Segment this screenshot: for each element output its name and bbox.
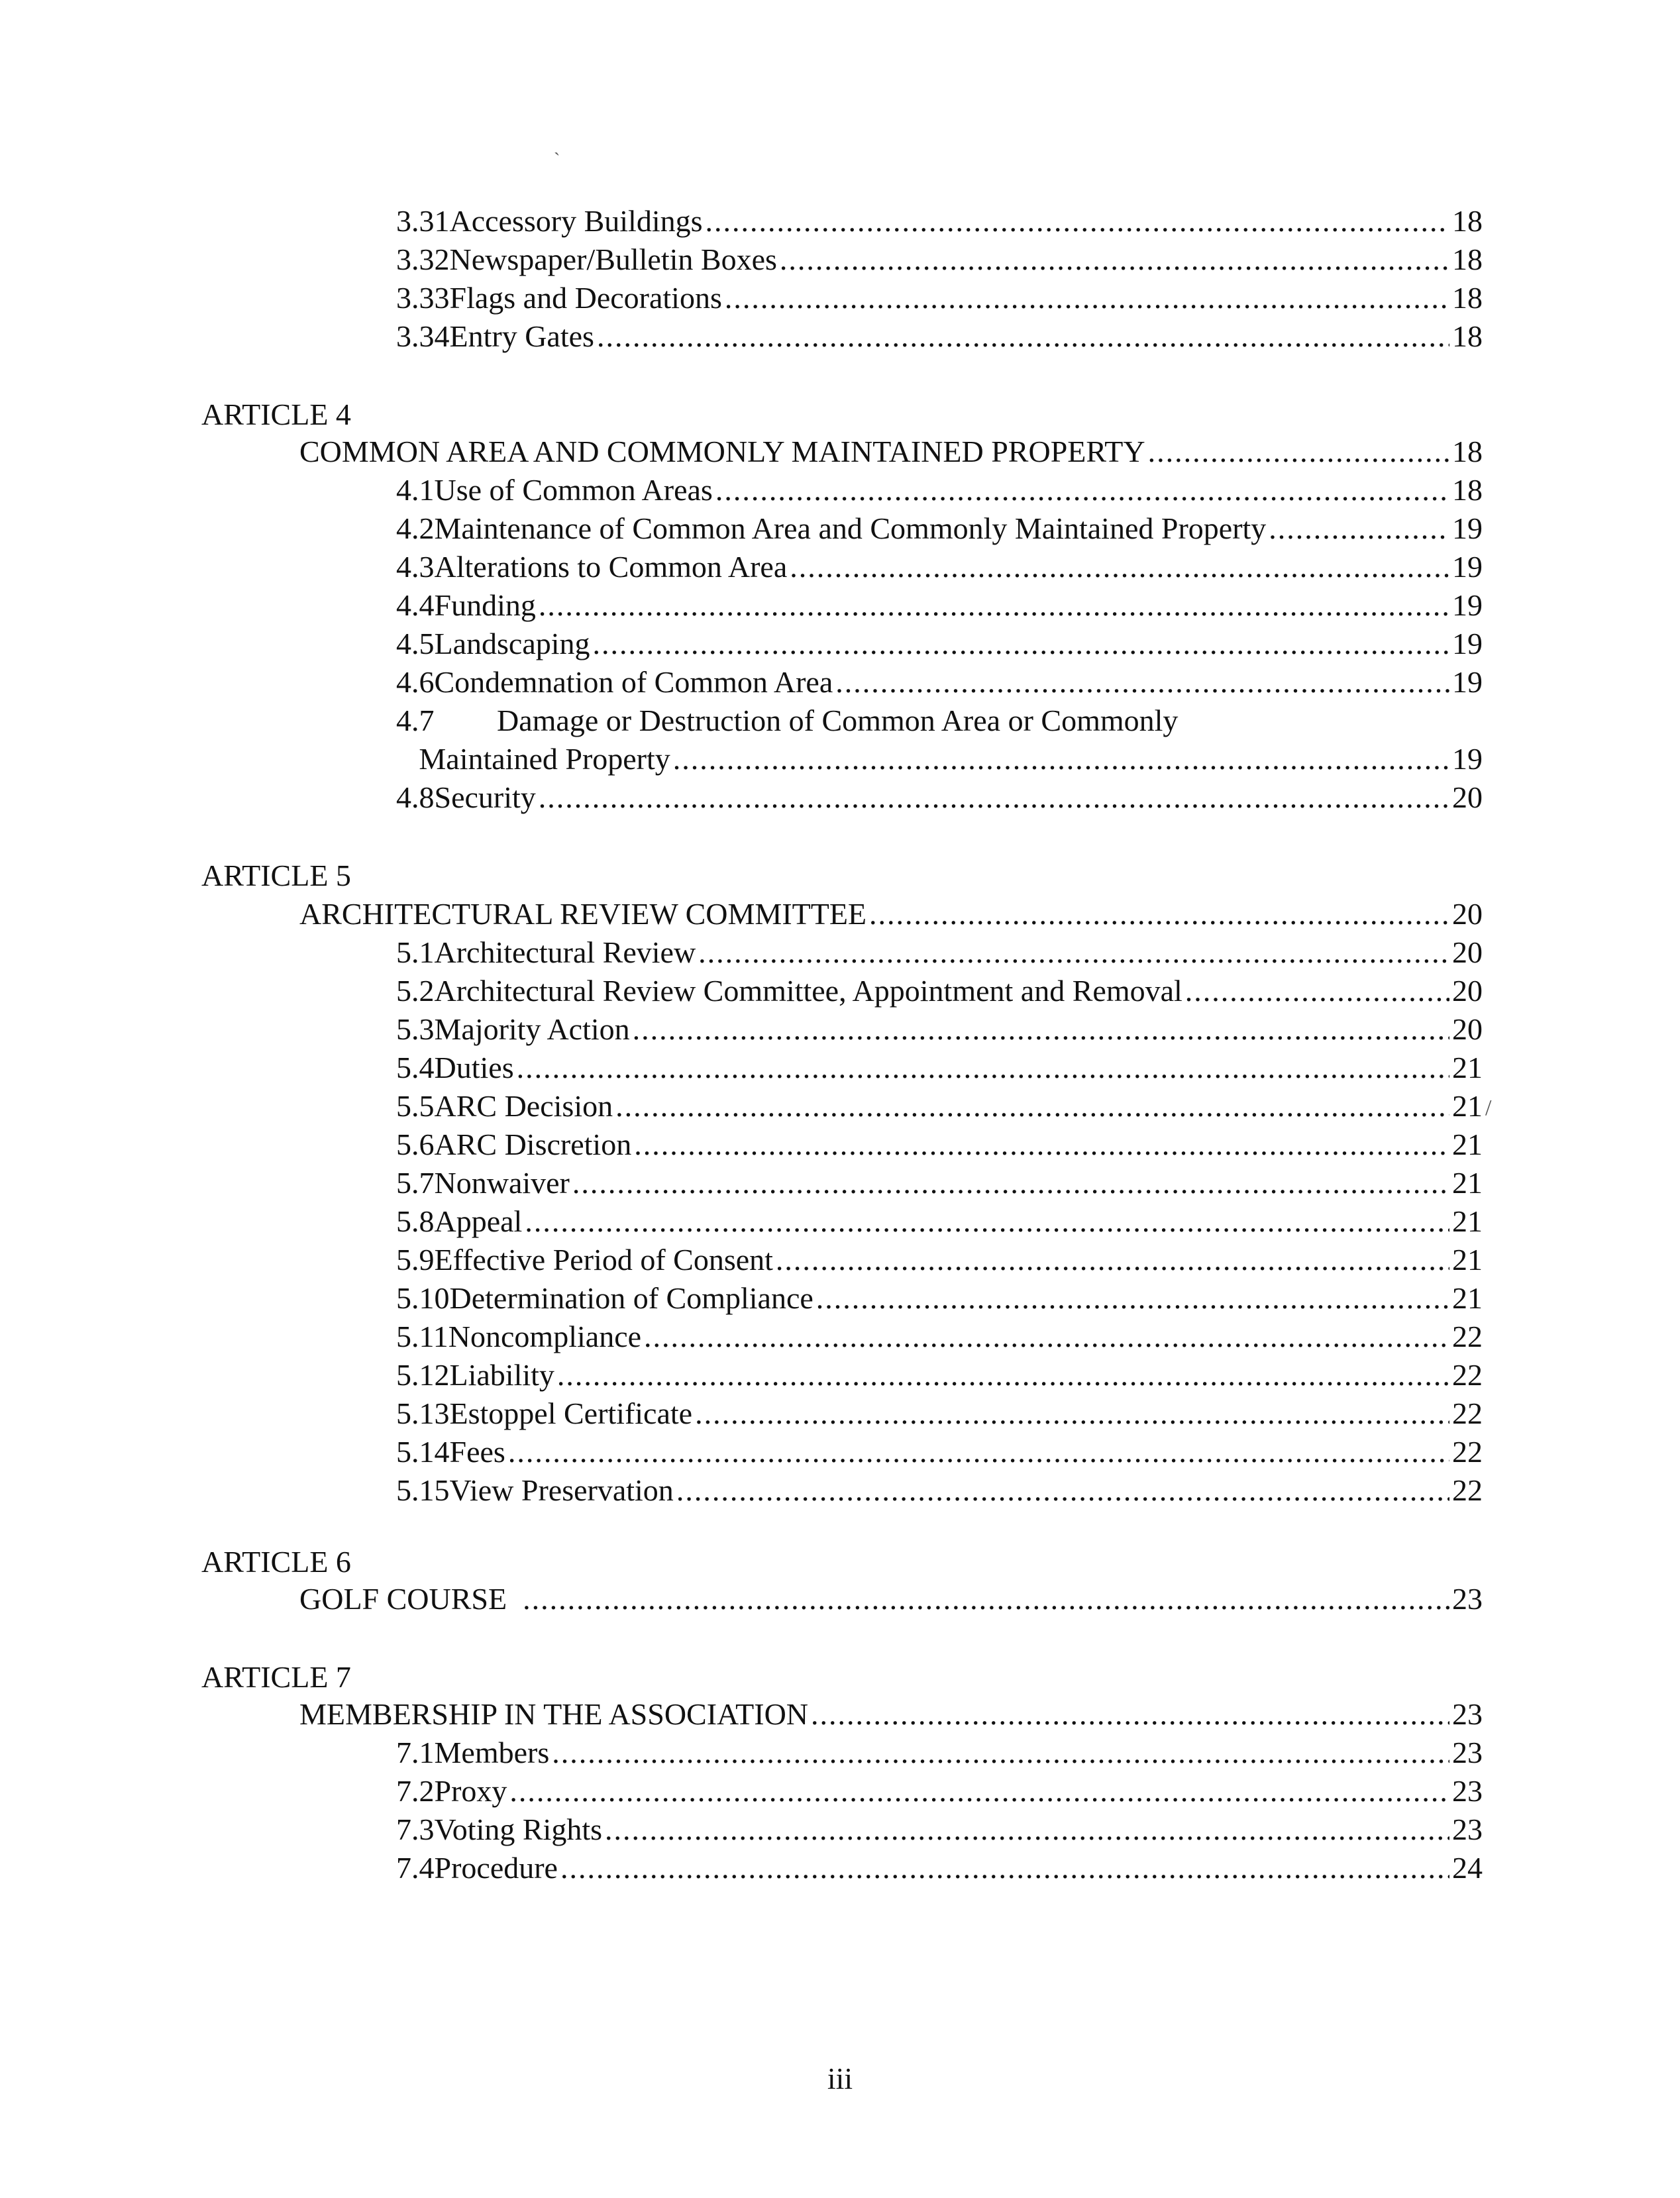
toc-entry-title: Nonwaiver xyxy=(434,1166,570,1200)
toc-entry xyxy=(396,549,1483,586)
toc-entry-number: 3.33 xyxy=(396,281,450,315)
dot-leader xyxy=(517,1049,1449,1086)
toc-entry-page: 19 xyxy=(1452,511,1483,545)
toc-entry-number: 4.5 xyxy=(396,627,435,660)
dot-leader xyxy=(508,1434,1449,1471)
article-heading-title: COMMON AREA AND COMMONLY MAINTAINED PROPERTY xyxy=(299,435,1145,468)
toc-entry-title: Duties xyxy=(434,1051,514,1084)
toc-entry xyxy=(396,1088,1483,1125)
toc-entry-number: 7.4 xyxy=(396,1851,435,1885)
toc-entry-title: Members xyxy=(434,1736,550,1769)
article-heading xyxy=(299,433,1483,470)
toc-entry-wrapped-second-line xyxy=(396,741,1483,778)
dot-leader xyxy=(676,1472,1449,1509)
toc-entry-title: Newspaper/Bulletin Boxes xyxy=(449,242,777,276)
toc-entry xyxy=(396,1318,1483,1355)
toc-entry-title: Maintenance of Common Area and Commonly Maintained Property xyxy=(434,511,1267,545)
dot-leader xyxy=(776,1241,1449,1279)
article-heading-page: 23 xyxy=(1452,1697,1483,1731)
toc-entry-title: Landscaping xyxy=(434,627,590,660)
toc-entry-page: 23 xyxy=(1452,1774,1483,1808)
toc-entry-page: 21 xyxy=(1452,1127,1483,1161)
toc-entry xyxy=(396,1734,1483,1771)
toc-entry xyxy=(396,1241,1483,1279)
toc-entry-number: 5.4 xyxy=(396,1051,435,1084)
dot-leader xyxy=(715,472,1449,509)
dot-leader xyxy=(539,779,1449,816)
dot-leader xyxy=(615,1088,1449,1125)
toc-entry-title: Accessory Buildings xyxy=(449,204,703,238)
dot-leader xyxy=(1269,510,1449,547)
toc-entry-title-line1: Damage or Destruction of Common Area or Commonly xyxy=(497,704,1179,737)
toc-entry-page: 21 xyxy=(1452,1051,1483,1084)
toc-entry xyxy=(396,510,1483,547)
toc-entry-number: 3.34 xyxy=(396,319,450,353)
toc-entry xyxy=(396,625,1483,662)
toc-entry-wrapped-first-line xyxy=(396,702,1483,739)
toc-entry-number: 5.8 xyxy=(396,1204,435,1238)
dot-leader xyxy=(634,1126,1449,1163)
toc-entry-number: 5.15 xyxy=(396,1473,450,1507)
toc-entry-title: Architectural Review Committee, Appointment and Removal xyxy=(434,974,1182,1008)
toc-entry-page: 20 xyxy=(1452,780,1483,814)
toc-entry-page: 23 xyxy=(1452,1736,1483,1769)
dot-leader xyxy=(572,1165,1449,1202)
toc-entry-page: 18 xyxy=(1452,281,1483,315)
dot-leader xyxy=(780,241,1449,278)
dot-leader xyxy=(605,1811,1449,1848)
article-label: ARTICLE 5 xyxy=(201,859,351,892)
dot-leader xyxy=(790,549,1449,586)
dot-leader xyxy=(525,1203,1449,1240)
toc-entry-page: 20 xyxy=(1452,974,1483,1008)
toc-entry xyxy=(396,1811,1483,1848)
toc-entry-title: ARC Discretion xyxy=(434,1127,632,1161)
toc-entry xyxy=(396,1049,1483,1086)
toc-entry-number: 5.2 xyxy=(396,974,435,1008)
toc-entry-title: View Preservation xyxy=(449,1473,674,1507)
toc-entry xyxy=(396,972,1483,1010)
toc-entry xyxy=(396,1850,1483,1887)
toc-entry-page: 20 xyxy=(1452,1012,1483,1046)
toc-entry-title: Flags and Decorations xyxy=(449,281,722,315)
scan-mark: ` xyxy=(554,150,560,170)
toc-entry-title: Funding xyxy=(434,588,536,622)
toc-entry-title: Majority Action xyxy=(434,1012,630,1046)
toc-entry-title: Architectural Review xyxy=(434,935,696,969)
toc-entry-page: 22 xyxy=(1452,1473,1483,1507)
toc-entry xyxy=(396,1472,1483,1509)
article-heading-title: MEMBERSHIP IN THE ASSOCIATION xyxy=(299,1697,809,1731)
dot-leader xyxy=(1148,433,1449,470)
toc-entry-page: 19 xyxy=(1452,588,1483,622)
toc-entry-title: Entry Gates xyxy=(449,319,594,353)
toc-entry xyxy=(396,472,1483,509)
toc-entry xyxy=(396,1203,1483,1240)
toc-entry-title: Maintained Property xyxy=(419,742,670,776)
dot-leader xyxy=(560,1850,1449,1887)
dot-leader xyxy=(597,318,1449,355)
article-label: ARTICLE 6 xyxy=(201,1545,351,1579)
toc-entry-number: 5.14 xyxy=(396,1435,450,1469)
dot-leader xyxy=(835,664,1449,701)
toc-entry-number: 4.7 xyxy=(396,704,435,737)
toc-entry-title: Appeal xyxy=(434,1204,523,1238)
toc-entry-number: 5.10 xyxy=(396,1281,450,1315)
toc-entry-page: 22 xyxy=(1452,1358,1483,1392)
toc-entry xyxy=(396,934,1483,971)
dot-leader xyxy=(816,1280,1449,1317)
toc-entry-title: ARC Decision xyxy=(434,1089,613,1123)
toc-entry xyxy=(396,203,1483,240)
toc-entry-page: 20 xyxy=(1452,935,1483,969)
toc-entry xyxy=(396,280,1483,317)
dot-leader xyxy=(633,1011,1449,1048)
toc-entry-page: 18 xyxy=(1452,473,1483,507)
toc-entry-number: 4.4 xyxy=(396,588,435,622)
toc-entry-page: 19 xyxy=(1452,742,1483,776)
dot-leader xyxy=(673,741,1449,778)
dot-leader xyxy=(509,1773,1449,1810)
toc-entry-title: Estoppel Certificate xyxy=(449,1396,693,1430)
toc-entry-title: Alterations to Common Area xyxy=(434,550,788,584)
toc-entry-title: Fees xyxy=(449,1435,505,1469)
toc-entry-title: Voting Rights xyxy=(434,1812,602,1846)
dot-leader xyxy=(539,587,1449,624)
dot-leader xyxy=(644,1318,1449,1355)
toc-entry xyxy=(396,1434,1483,1471)
toc-entry-number: 5.9 xyxy=(396,1243,435,1277)
dot-leader xyxy=(593,625,1449,662)
article-heading-page: 18 xyxy=(1452,435,1483,468)
article-label: ARTICLE 4 xyxy=(201,397,351,431)
toc-entry xyxy=(396,1126,1483,1163)
toc-entry-title: Determination of Compliance xyxy=(449,1281,814,1315)
dot-leader xyxy=(523,1581,1449,1618)
article-heading xyxy=(299,896,1483,933)
toc-entry xyxy=(396,1165,1483,1202)
toc-entry-title: Security xyxy=(434,780,536,814)
toc-entry-number: 5.7 xyxy=(396,1166,435,1200)
dot-leader xyxy=(557,1357,1449,1394)
toc-entry-number: 5.12 xyxy=(396,1358,450,1392)
toc-entry-title: Proxy xyxy=(434,1774,507,1808)
toc-entry-title: Condemnation of Common Area xyxy=(434,665,833,699)
toc-entry xyxy=(396,664,1483,701)
toc-entry xyxy=(396,1395,1483,1432)
toc-entry xyxy=(396,1011,1483,1048)
toc-entry-page: 18 xyxy=(1452,242,1483,276)
toc-entry-title: Effective Period of Consent xyxy=(434,1243,773,1277)
toc-entry-number: 5.11 xyxy=(396,1320,448,1353)
toc-entry-page: 23 xyxy=(1452,1812,1483,1846)
article-heading-title: ARCHITECTURAL REVIEW COMMITTEE xyxy=(299,897,867,931)
dot-leader xyxy=(706,203,1449,240)
toc-entry-number: 4.2 xyxy=(396,511,435,545)
article-heading-page: 20 xyxy=(1452,897,1483,931)
dot-leader xyxy=(811,1696,1449,1733)
dot-leader xyxy=(552,1734,1449,1771)
dot-leader xyxy=(695,1395,1449,1432)
toc-entry-number: 4.3 xyxy=(396,550,435,584)
toc-entry-title: Liability xyxy=(449,1358,554,1392)
page-number: iii xyxy=(827,2062,853,2095)
toc-entry-number: 5.13 xyxy=(396,1396,450,1430)
toc-entry-page: 19 xyxy=(1452,627,1483,660)
dot-leader xyxy=(725,280,1449,317)
toc-entry xyxy=(396,779,1483,816)
toc-entry-page: 21 xyxy=(1452,1243,1483,1277)
toc-entry-number: 7.2 xyxy=(396,1774,435,1808)
article-heading-title: GOLF COURSE xyxy=(299,1582,507,1616)
toc-entry-number: 5.3 xyxy=(396,1012,435,1046)
toc-entry-title: Use of Common Areas xyxy=(434,473,713,507)
handwritten-check-mark: / xyxy=(1485,1096,1492,1120)
article-heading-page: 23 xyxy=(1452,1582,1483,1616)
toc-entry-number: 4.1 xyxy=(396,473,435,507)
toc-entry-page: 21 xyxy=(1452,1089,1483,1123)
toc-entry-page: 19 xyxy=(1452,550,1483,584)
toc-entry-page: 21 xyxy=(1452,1166,1483,1200)
toc-entry-page: 19 xyxy=(1452,665,1483,699)
toc-entry-title: Procedure xyxy=(434,1851,558,1885)
dot-leader xyxy=(698,934,1449,971)
toc-entry xyxy=(396,318,1483,355)
toc-entry-number: 5.6 xyxy=(396,1127,435,1161)
article-label: ARTICLE 7 xyxy=(201,1660,351,1694)
toc-entry xyxy=(396,587,1483,624)
toc-entry-number: 4.8 xyxy=(396,780,435,814)
toc-entry-number: 7.3 xyxy=(396,1812,435,1846)
toc-entry xyxy=(396,1773,1483,1810)
toc-entry-title: Noncompliance xyxy=(448,1320,642,1353)
toc-entry-page: 18 xyxy=(1452,204,1483,238)
toc-entry-number: 5.5 xyxy=(396,1089,435,1123)
toc-entry-page: 22 xyxy=(1452,1435,1483,1469)
toc-entry-page: 21 xyxy=(1452,1281,1483,1315)
toc-entry-page: 24 xyxy=(1452,1851,1483,1885)
toc-entry-page: 22 xyxy=(1452,1396,1483,1430)
article-heading xyxy=(299,1581,1483,1618)
toc-entry-number: 5.1 xyxy=(396,935,435,969)
toc-entry xyxy=(396,241,1483,278)
dot-leader xyxy=(869,896,1449,933)
toc-entry xyxy=(396,1280,1483,1317)
article-heading xyxy=(299,1696,1483,1733)
toc-entry-number: 7.1 xyxy=(396,1736,435,1769)
toc-entry-page: 22 xyxy=(1452,1320,1483,1353)
dot-leader xyxy=(1185,972,1449,1010)
toc-entry-number: 3.31 xyxy=(396,204,450,238)
toc-entry-number: 3.32 xyxy=(396,242,450,276)
toc-entry-page: 18 xyxy=(1452,319,1483,353)
toc-entry xyxy=(396,1357,1483,1394)
toc-entry-page: 21 xyxy=(1452,1204,1483,1238)
toc-entry-number: 4.6 xyxy=(396,665,435,699)
